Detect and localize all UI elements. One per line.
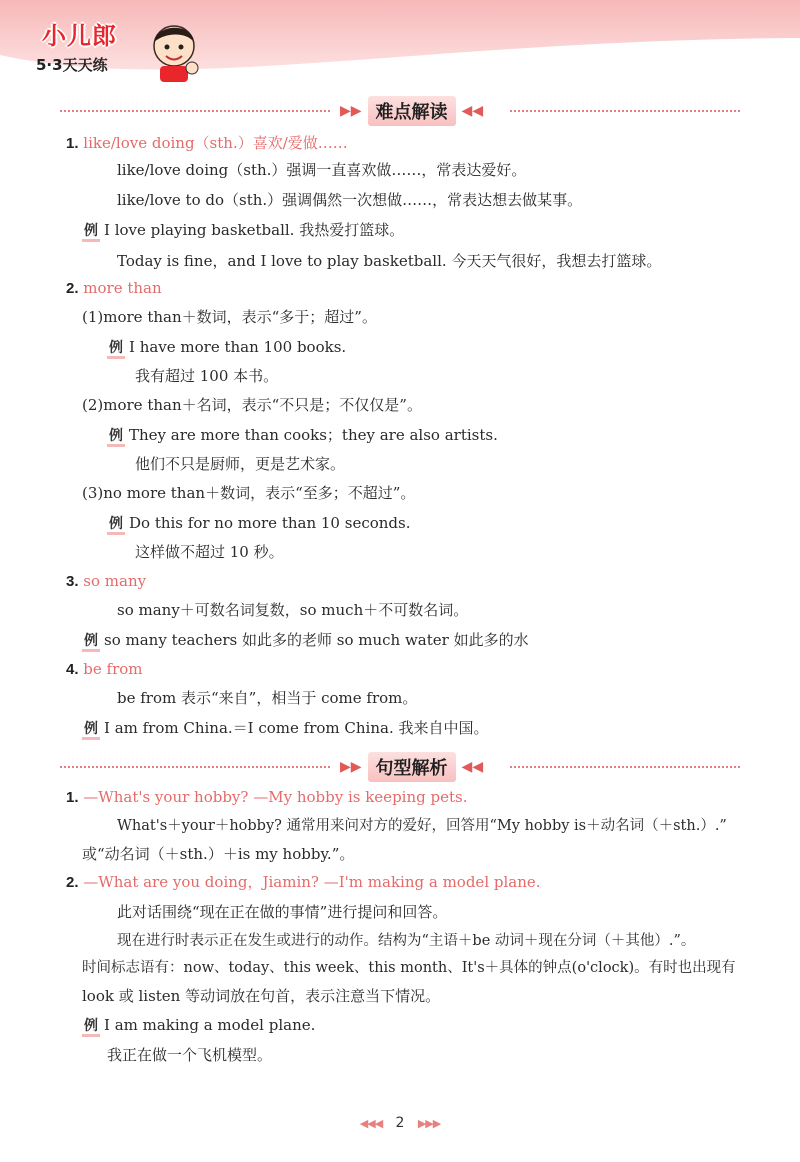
example-text: Do this for no more than 10 seconds. — [129, 514, 411, 532]
point-title: be from — [83, 660, 143, 678]
point-heading — [66, 872, 541, 893]
example-tag: 例 — [107, 428, 125, 447]
explanation-text: 此对话围绕“现在正在做的事情”进行提问和回答。 — [117, 903, 448, 921]
double-chevron-right-icon: ▶▶ — [340, 759, 362, 775]
logo-subtitle: 5·3天天练 — [36, 56, 108, 74]
point-heading — [66, 659, 143, 680]
divider-left — [60, 766, 330, 768]
divider-left — [60, 110, 330, 112]
mascot-boy-icon — [146, 18, 202, 84]
example-text: so many teachers 如此多的老师 so much water 如此多的水 — [104, 631, 529, 649]
explanation-text: 时间标志语有：now、today、this week、this month、It's＋具体的钟点(o'clock)。有时也出现有 — [82, 960, 736, 976]
point-title: —What are you doing，Jiamin? —I'm making a model plane. — [83, 873, 541, 891]
example-line — [82, 630, 529, 652]
example-line — [107, 337, 346, 359]
section-title-text: 句型解析 — [368, 752, 456, 782]
point-number: 2. — [66, 874, 79, 891]
explanation-text: (1)more than＋数词，表示“多于；超过”。 — [82, 308, 377, 326]
brand-logo — [28, 14, 198, 80]
translation-text: 我有超过 100 本书。 — [135, 367, 279, 385]
double-chevron-right-icon: ▶▶ — [340, 103, 362, 119]
section-title-difficulties — [60, 96, 740, 126]
example-tag: 例 — [82, 1018, 100, 1037]
example-tag: 例 — [82, 633, 100, 652]
example-tag: 例 — [107, 340, 125, 359]
point-title: so many — [83, 572, 147, 590]
double-chevron-left-icon: ◀◀ — [461, 759, 484, 775]
example-text: Today is fine，and I love to play basketball. 今天天气很好，我想去打篮球。 — [117, 252, 662, 270]
divider-right — [510, 110, 740, 112]
point-heading — [66, 278, 162, 299]
example-text: I am from China.＝I come from China. 我来自中国。 — [104, 719, 489, 737]
explanation-text: (3)no more than＋数词，表示“至多；不超过”。 — [82, 484, 416, 502]
example-line — [82, 220, 404, 242]
translation-text: 我正在做一个飞机模型。 — [107, 1046, 273, 1064]
example-line — [82, 1015, 315, 1037]
point-number: 3. — [66, 573, 79, 590]
point-title: like/love doing（sth.）喜欢/爱做…… — [83, 134, 348, 152]
triple-arrow-left-icon: ◀◀◀ — [359, 1117, 383, 1130]
example-line — [82, 718, 489, 740]
example-text: I love playing basketball. 我热爱打篮球。 — [104, 221, 405, 239]
divider-right — [510, 766, 740, 768]
point-title: more than — [83, 279, 162, 297]
page-number: 2 — [395, 1115, 405, 1131]
example-line — [107, 513, 410, 535]
explanation-text: 或“动名词（＋sth.）＋is my hobby.”。 — [82, 845, 355, 863]
logo-title: 小儿郎 — [42, 22, 117, 50]
example-tag: 例 — [107, 516, 125, 535]
explanation-text: be from 表示“来自”，相当于 come from。 — [117, 689, 418, 707]
section-title-sentence-analysis — [60, 752, 740, 782]
point-title: —What's your hobby? —My hobby is keeping pets. — [83, 788, 468, 806]
point-number: 2. — [66, 280, 79, 297]
translation-text: 这样做不超过 10 秒。 — [135, 543, 284, 561]
example-text: I am making a model plane. — [104, 1016, 316, 1034]
triple-arrow-right-icon: ▶▶▶ — [417, 1117, 441, 1130]
example-text: I have more than 100 books. — [129, 338, 347, 356]
example-text: They are more than cooks；they are also artists. — [129, 426, 498, 444]
example-tag: 例 — [82, 223, 100, 242]
explanation-text: (2)more than＋名词，表示“不只是；不仅仅是”。 — [82, 396, 422, 414]
double-chevron-left-icon: ◀◀ — [461, 103, 484, 119]
explanation-text: look 或 listen 等动词放在句首，表示注意当下情况。 — [82, 987, 441, 1005]
explanation-text: like/love to do（sth.）强调偶然一次想做……，常表达想去做某事。 — [117, 191, 583, 209]
section-title-text: 难点解读 — [368, 96, 456, 126]
example-tag: 例 — [82, 721, 100, 740]
explanation-text: 现在进行时表示正在发生或进行的动作。结构为“主语＋be 动词＋现在分词（＋其他）.”。 — [117, 933, 696, 949]
point-heading — [66, 571, 146, 592]
translation-text: 他们不只是厨师，更是艺术家。 — [135, 455, 346, 473]
point-number: 1. — [66, 135, 79, 152]
explanation-text: What's＋your＋hobby? 通常用来问对方的爱好，回答用“My hobby is＋动名词（＋sth.）.” — [117, 818, 727, 834]
point-heading — [66, 133, 348, 154]
explanation-text: so many＋可数名词复数，so much＋不可数名词。 — [117, 601, 469, 619]
point-number: 1. — [66, 789, 79, 806]
example-line — [107, 425, 498, 447]
point-heading — [66, 787, 467, 808]
point-number: 4. — [66, 661, 79, 678]
explanation-text: like/love doing（sth.）强调一直喜欢做……，常表达爱好。 — [117, 161, 527, 179]
page-footer — [0, 1115, 800, 1131]
